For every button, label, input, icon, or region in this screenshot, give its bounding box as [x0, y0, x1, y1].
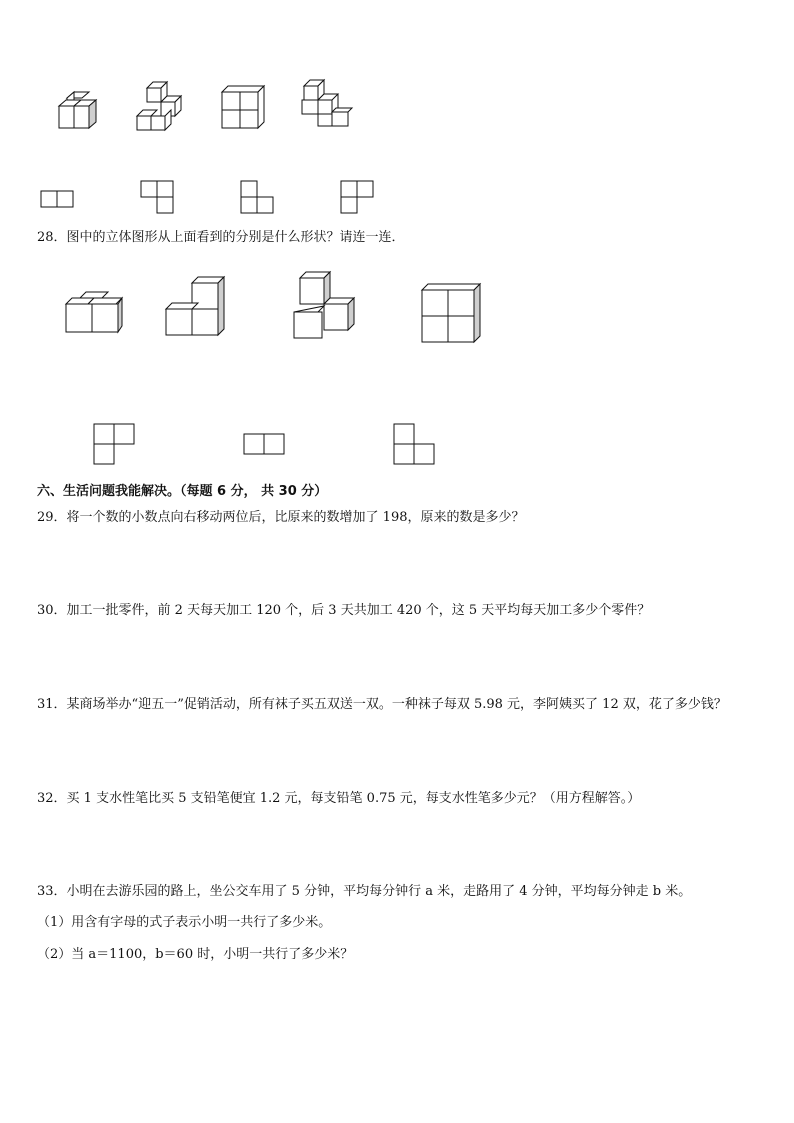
question-29: 29．将一个数的小数点向右移动两位后，比原来的数增加了 198，原来的数是多少？: [37, 510, 525, 525]
q28-solid-1: [62, 290, 128, 336]
prev-solid-4: [298, 78, 356, 132]
question-33-part-2: （2）当 a＝1100，b＝60 时，小明一共行了多少米？: [37, 947, 354, 962]
q28-solid-2: [164, 275, 230, 339]
prev-view-2: [140, 180, 178, 216]
question-30: 30．加工一批零件，前 2 天每天加工 120 个，后 3 天共加工 420 个，这 5 天平均每天加工多少个零件？: [37, 603, 651, 618]
question-32: 32．买 1 支水性笔比买 5 支铅笔便宜 1.2 元，每支铅笔 0.75 元，每支水性笔多少元？（用方程解答。）: [37, 791, 641, 806]
q28-view-2: [242, 432, 288, 456]
section-6-heading: 六、生活问题我能解决。（每题 6 分， 共 30 分）: [37, 484, 328, 499]
prev-solid-2: [135, 82, 190, 134]
q28-solid-3: [290, 270, 362, 342]
question-33-part-1: （1）用含有字母的式子表示小明一共行了多少米。: [37, 915, 332, 930]
prev-view-1: [40, 190, 76, 210]
question-31: 31．某商场举办“迎五一”促销活动，所有袜子买五双送一双。一种袜子每双 5.98 元，李阿姨买了 12 双，花了多少钱？: [37, 697, 727, 712]
prev-solid-1: [55, 92, 105, 132]
prev-view-4: [340, 180, 378, 216]
prev-view-3: [240, 180, 278, 216]
q28-view-3: [392, 422, 438, 466]
question-28: 28．图中的立体图形从上面看到的分别是什么形状？请连一连．: [37, 230, 405, 245]
q28-view-1: [92, 422, 138, 466]
question-33: 33．小明在去游乐园的路上，坐公交车用了 5 分钟，平均每分钟行 a 米，走路用了 4 分钟，平均每分钟走 b 米。: [37, 884, 692, 899]
q28-solid-4: [420, 282, 482, 346]
prev-solid-3: [218, 86, 270, 132]
